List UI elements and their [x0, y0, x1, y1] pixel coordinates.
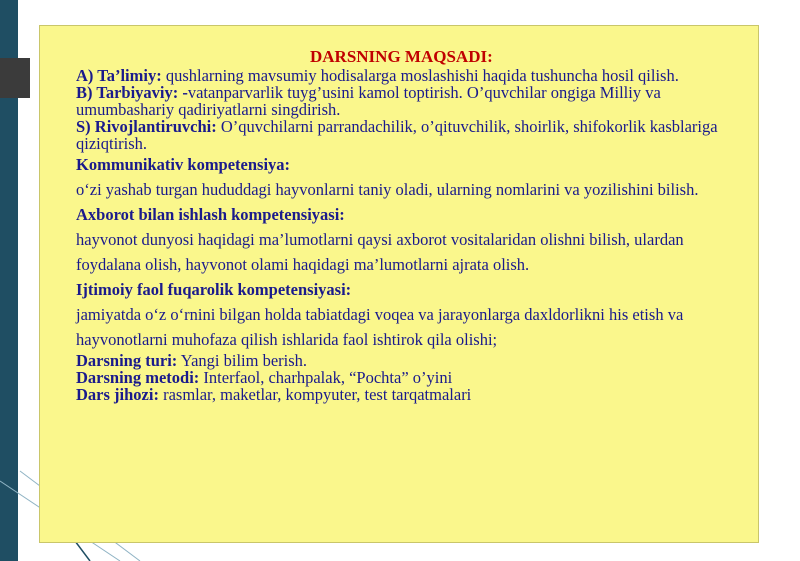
item-label: Kommunikativ kompetensiya:	[76, 155, 291, 174]
item-label: Dars jihozi:	[76, 385, 159, 404]
item-text: Interfaol, charhpalak, “Pochta” o’yini	[199, 368, 453, 387]
list-item	[50, 386, 750, 403]
item-text: hayvonot dunyosi haqidagi ma’lumotlarni qaysi axborot vositalaridan olishni bilish, ulardan foydalana olish, hayvonot olami haqidagi ma’lumotlarni ajrata olish.	[76, 230, 684, 274]
list-item	[50, 369, 750, 386]
item-label: Ijtimoiy faol fuqarolik kompetensiyasi:	[76, 280, 352, 299]
item-label: Darsning turi:	[76, 351, 178, 370]
item-label: Darsning metodi:	[76, 368, 200, 387]
list-item	[50, 67, 750, 84]
slide-title	[298, 47, 493, 67]
list-item	[50, 152, 750, 177]
list-item	[50, 352, 750, 369]
list-item	[50, 277, 750, 302]
list-item	[50, 177, 750, 202]
list-item	[50, 118, 750, 152]
list-item	[50, 84, 750, 118]
item-text: o‘zi yashab turgan hududdagi hayvonlarni taniy oladi, ularning nomlarini va yozilishini bilish.	[76, 180, 699, 199]
list-item	[50, 202, 750, 227]
item-label: S) Rivojlantiruvchi:	[76, 117, 217, 136]
item-label: Axborot bilan ishlash kompetensiyasi:	[76, 205, 345, 224]
item-label: A) Ta’limiy:	[76, 66, 162, 85]
list-item	[50, 302, 750, 352]
list-item	[50, 227, 750, 277]
objectives-list	[50, 67, 750, 403]
title-text: DARSNING MAQSADI:	[310, 47, 493, 66]
item-text: qushlarning mavsumiy hodisalarga moslashishi haqida tushuncha hosil qilish.	[161, 66, 679, 85]
item-text: rasmlar, maketlar, kompyuter, test tarqatmalari	[158, 385, 472, 404]
content-panel	[39, 25, 759, 543]
item-text: Yangi bilim berish.	[177, 351, 308, 370]
item-text: vatanparvarlik tuyg’usini kamol toptirish. O’quvchilar ongiga Milliy va umumbashariy qadiriyatlarni singdirish.	[76, 83, 661, 119]
item-text: O’quvchilarni parrandachilik, o’qituvchilik, shoirlik, shifokorlik kasblariga qiziqtirish.	[76, 117, 718, 153]
slide-side-tab	[0, 58, 30, 98]
item-label: B) Tarbiyaviy: -	[76, 83, 188, 102]
item-text: jamiyatda o‘z o‘rnini bilgan holda tabiatdagi voqea va jarayonlarga daxldorlikni his etish va hayvonotlarni muhofaza qilish ishlarida faol ishtirok qila olishi;	[76, 305, 684, 349]
